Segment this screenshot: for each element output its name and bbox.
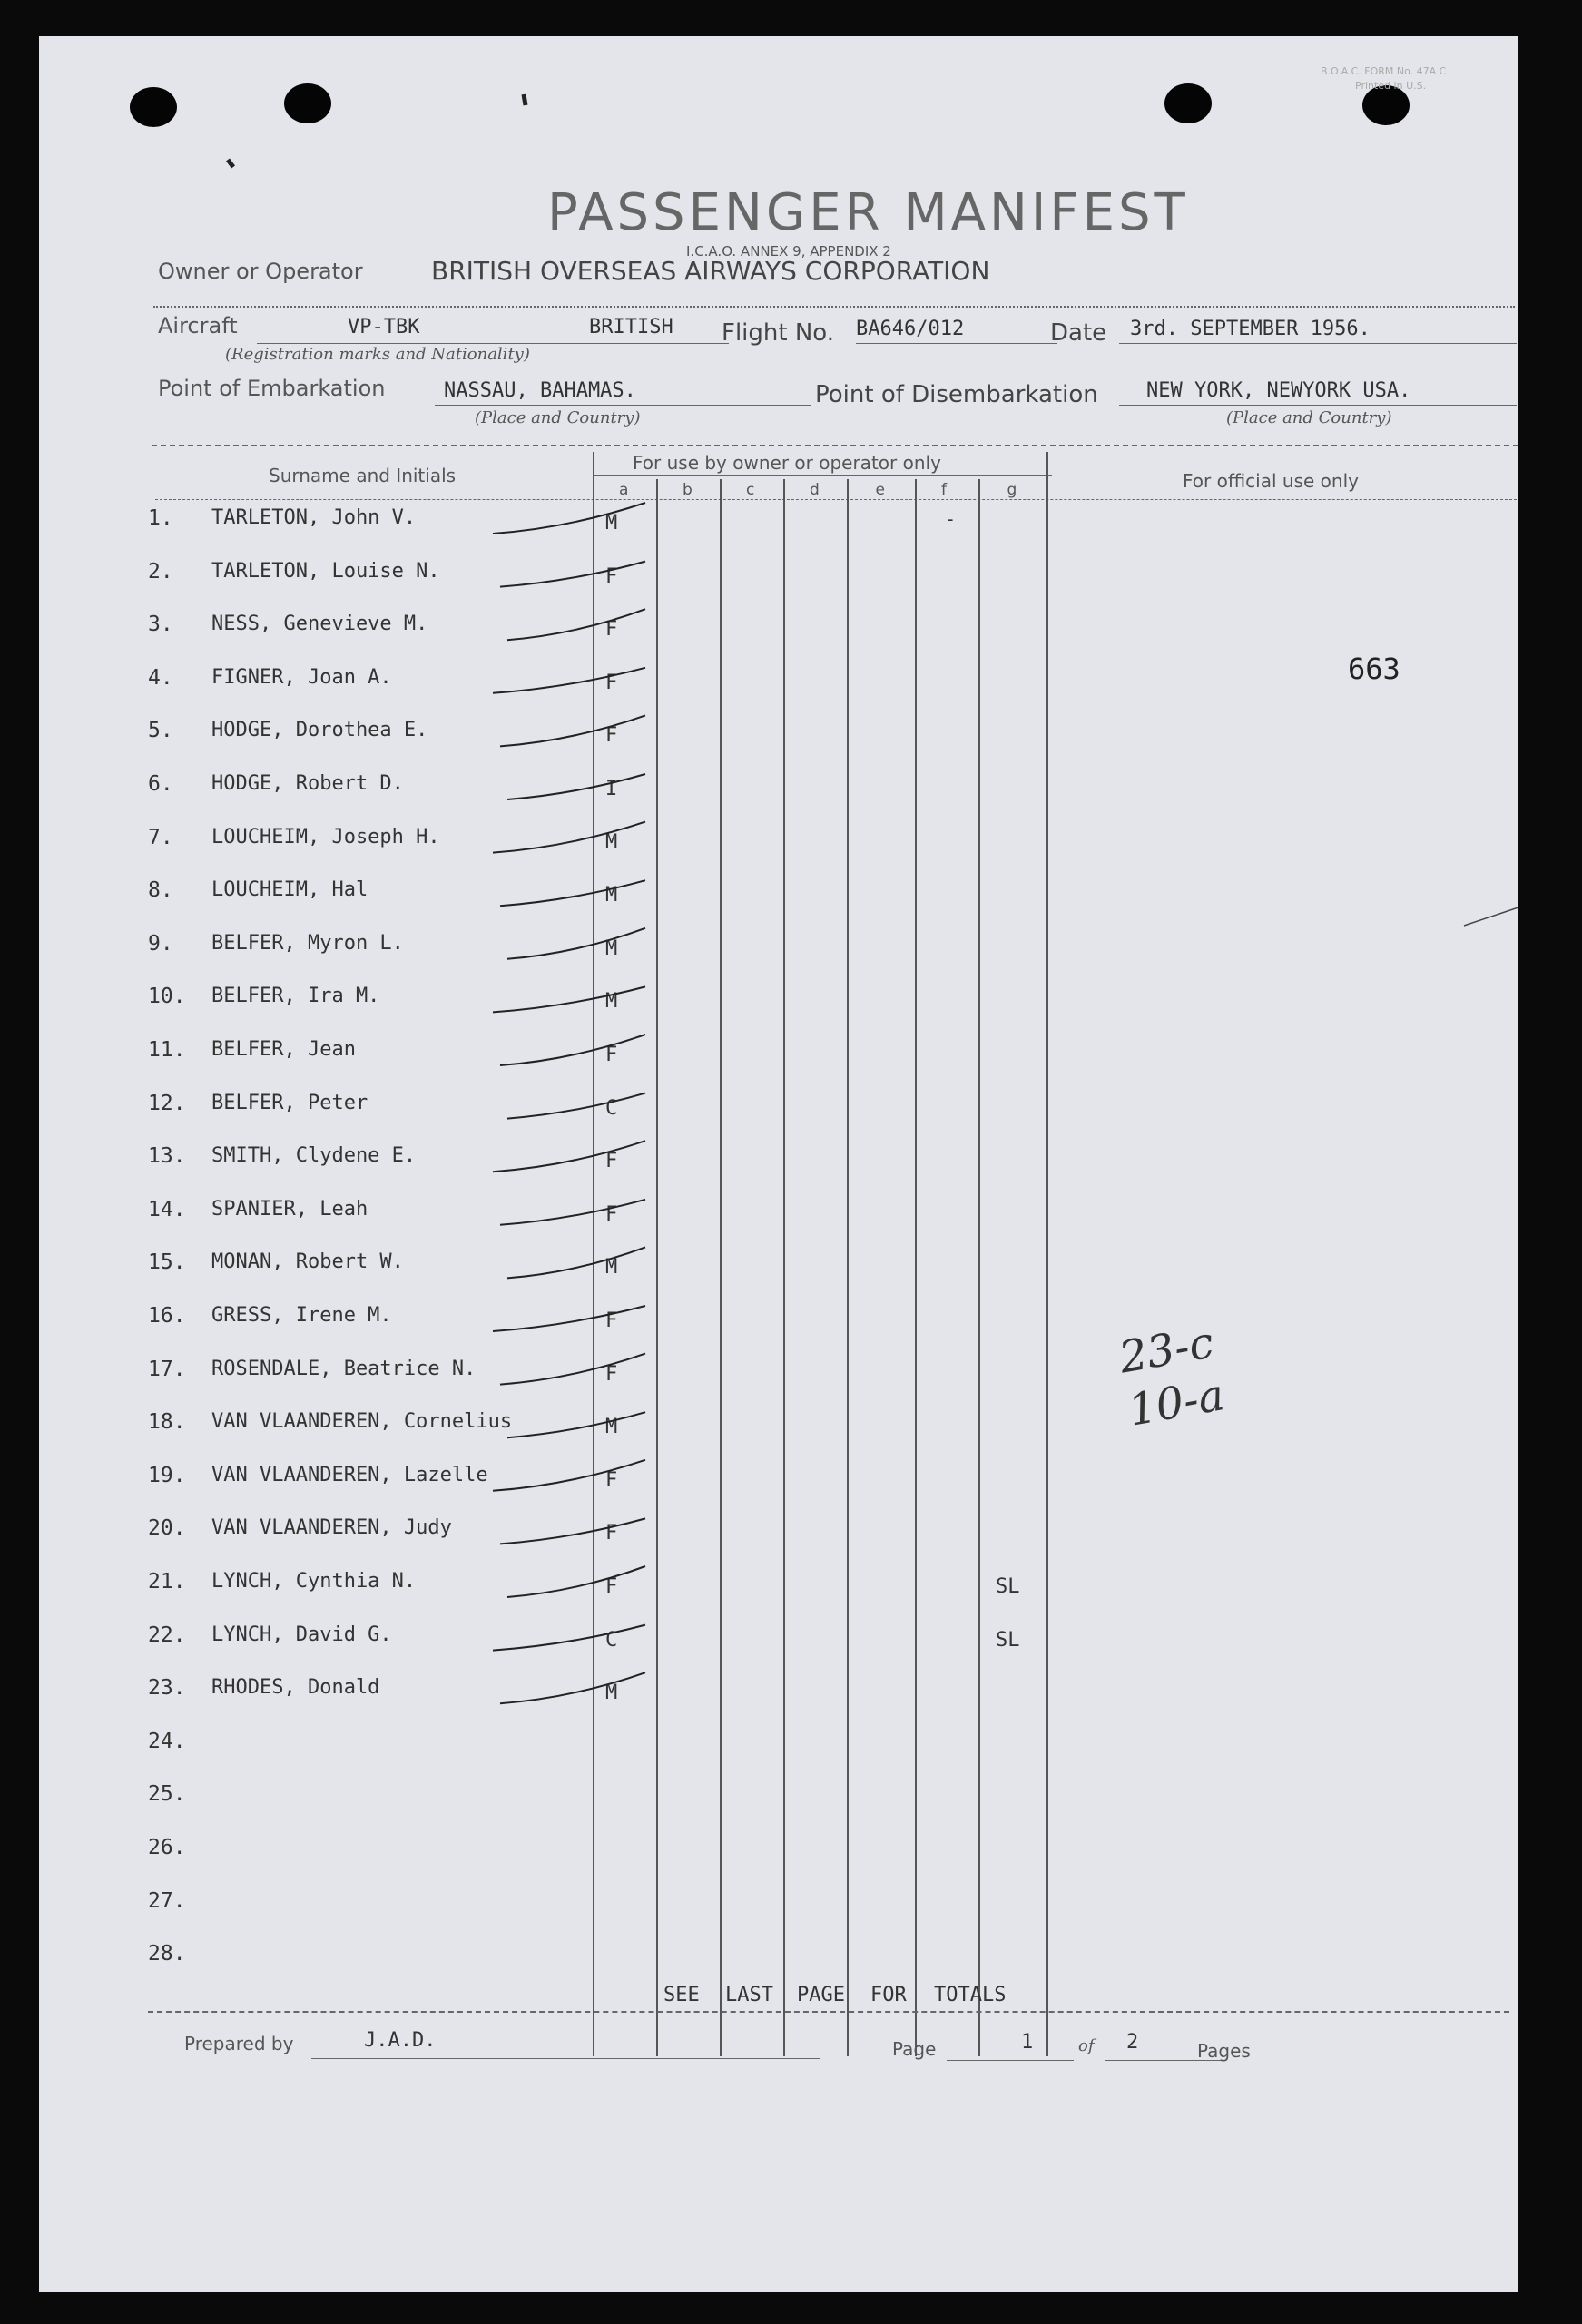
- category-code: F: [605, 671, 618, 694]
- passenger-name: LOUCHEIM, Hal: [211, 878, 368, 902]
- table-row: [39, 1304, 1491, 1331]
- row-number: 2.: [148, 559, 173, 583]
- table-row: [39, 560, 1491, 587]
- punch-hole-2: [284, 83, 331, 123]
- totals-last: LAST: [725, 1984, 773, 2006]
- passenger-name: BELFER, Peter: [211, 1091, 368, 1114]
- table-row: [39, 1836, 1491, 1863]
- passenger-name: NESS, Genevieve M.: [211, 613, 428, 636]
- table-row: [39, 826, 1491, 853]
- category-code: F: [605, 618, 618, 642]
- table-row: [39, 613, 1491, 640]
- row-number: 13.: [148, 1144, 186, 1169]
- page-title: PASSENGER MANIFEST: [547, 183, 1189, 242]
- passenger-name: FIGNER, Joan A.: [211, 665, 392, 689]
- totals-totals: TOTALS: [934, 1984, 1007, 2006]
- aircraft-line: [257, 343, 729, 344]
- passenger-name: HODGE, Robert D.: [211, 772, 404, 795]
- table-row: [39, 1570, 1491, 1597]
- manifest-sheet: [39, 36, 1518, 2292]
- category-code: M: [605, 1416, 618, 1439]
- row-number: 10.: [148, 985, 186, 1009]
- row-number: 5.: [148, 719, 173, 743]
- row-number: 23.: [148, 1676, 186, 1701]
- category-code: F: [605, 724, 618, 748]
- date-line: [1119, 343, 1517, 344]
- table-row: [39, 1410, 1491, 1437]
- g-code: SL: [996, 1628, 1020, 1652]
- passenger-name: HODGE, Dorothea E.: [211, 719, 428, 742]
- disembarkation-value: NEW YORK, NEWYORK USA.: [1146, 379, 1411, 402]
- table-row: [39, 878, 1491, 906]
- prepared-label: Prepared by: [184, 2033, 294, 2054]
- row-number: 4.: [148, 665, 173, 690]
- row-number: 14.: [148, 1197, 186, 1221]
- category-code: F: [605, 564, 618, 588]
- category-code: M: [605, 1256, 618, 1280]
- row-number: 7.: [148, 825, 173, 849]
- row-number: 3.: [148, 613, 173, 637]
- row-number: 27.: [148, 1888, 186, 1913]
- passenger-name: LYNCH, Cynthia N.: [211, 1570, 417, 1593]
- date-value: 3rd. SEPTEMBER 1956.: [1130, 318, 1371, 340]
- of-label: of: [1078, 2036, 1095, 2055]
- category-code: I: [605, 778, 618, 800]
- table-row: [39, 1250, 1491, 1278]
- row-number: 26.: [148, 1836, 186, 1859]
- subcol-header-b: b: [683, 481, 693, 499]
- passenger-name: VAN VLAANDEREN, Lazelle: [211, 1463, 488, 1486]
- table-row: [39, 666, 1491, 693]
- category-code: M: [605, 884, 618, 907]
- passenger-name: LYNCH, David G.: [211, 1623, 392, 1646]
- passenger-name: SPANIER, Leah: [211, 1197, 368, 1221]
- official-stamp-number: 663: [1348, 652, 1400, 686]
- aircraft-label: Aircraft: [158, 313, 238, 338]
- category-code: F: [605, 1522, 618, 1545]
- page-subtitle: I.C.A.O. ANNEX 9, APPENDIX 2: [686, 243, 891, 260]
- pages-label: Pages: [1197, 2040, 1251, 2062]
- passenger-name: RHODES, Donald: [211, 1676, 380, 1700]
- category-code: M: [605, 990, 618, 1014]
- category-code: F: [605, 1362, 618, 1386]
- table-row: [39, 1358, 1491, 1385]
- disembarkation-caption: (Place and Country): [1226, 408, 1392, 427]
- row-number: 25.: [148, 1782, 186, 1807]
- operator-value: BRITISH OVERSEAS AIRWAYS CORPORATION: [431, 256, 990, 286]
- form-ref-line1: B.O.A.C. FORM No. 47A C: [1321, 65, 1447, 77]
- group-underline: [594, 475, 1052, 476]
- passenger-name: TARLETON, Louise N.: [211, 559, 440, 583]
- category-code: M: [605, 936, 618, 960]
- embarkation-label: Point of Embarkation: [158, 376, 386, 401]
- category-code: F: [605, 1309, 618, 1332]
- category-code: C: [605, 1096, 618, 1120]
- table-row: [39, 985, 1491, 1012]
- row-number: 16.: [148, 1304, 186, 1328]
- row1-f-mark: -: [945, 508, 957, 530]
- passenger-name: SMITH, Clydene E.: [211, 1144, 417, 1168]
- embarkation-caption: (Place and Country): [475, 408, 641, 427]
- table-row: [39, 506, 1491, 534]
- table-row: [39, 1942, 1491, 1969]
- passenger-name: BELFER, Ira M.: [211, 985, 380, 1008]
- flight-value: BA646/012: [856, 318, 965, 340]
- row-number: 11.: [148, 1038, 186, 1062]
- table-row: [39, 719, 1491, 746]
- category-code: M: [605, 1682, 618, 1705]
- page-number: 1: [1021, 2031, 1034, 2054]
- subcol-header-e: e: [875, 481, 885, 499]
- page-label: Page: [892, 2038, 937, 2060]
- col-official-header: For official use only: [1183, 470, 1359, 492]
- category-code: M: [605, 512, 618, 534]
- row-number: 1.: [148, 506, 173, 530]
- row-number: 17.: [148, 1357, 186, 1381]
- flight-label: Flight No.: [722, 319, 835, 347]
- punch-hole-3: [1164, 83, 1212, 123]
- row-number: 15.: [148, 1250, 186, 1275]
- date-label: Date: [1050, 319, 1107, 347]
- totals-see: SEE: [663, 1984, 700, 2006]
- passenger-name: TARLETON, John V.: [211, 506, 417, 529]
- passenger-name: LOUCHEIM, Joseph H.: [211, 825, 440, 848]
- flight-line: [856, 343, 1057, 344]
- col-group-header: For use by owner or operator only: [633, 452, 941, 474]
- category-code: C: [605, 1628, 618, 1652]
- row-number: 9.: [148, 931, 173, 956]
- table-row: [39, 1516, 1491, 1544]
- totals-page: PAGE: [797, 1984, 845, 2006]
- operator-label: Owner or Operator: [158, 259, 363, 284]
- page-total: 2: [1126, 2031, 1139, 2054]
- prepared-value: J.A.D.: [364, 2029, 437, 2052]
- table-top-rule: [152, 445, 1518, 446]
- row-number: 24.: [148, 1729, 186, 1753]
- col-name-header: Surname and Initials: [269, 465, 457, 486]
- table-row: [39, 1676, 1491, 1703]
- table-row: [39, 1038, 1491, 1065]
- aircraft-caption: (Registration marks and Nationality): [225, 345, 530, 364]
- subcol-header-c: c: [746, 481, 755, 499]
- table-row: [39, 1782, 1491, 1809]
- disembarkation-label: Point of Disembarkation: [815, 381, 1098, 408]
- category-code: M: [605, 830, 618, 854]
- category-code: F: [605, 1202, 618, 1226]
- passenger-name: ROSENDALE, Beatrice N.: [211, 1357, 477, 1380]
- row-number: 20.: [148, 1516, 186, 1541]
- table-row: [39, 1889, 1491, 1917]
- aircraft-value: VP-TBK: [348, 316, 420, 338]
- table-row: [39, 1198, 1491, 1225]
- embarkation-value: NASSAU, BAHAMAS.: [444, 379, 636, 402]
- row-number: 18.: [148, 1410, 186, 1435]
- row-number: 22.: [148, 1623, 186, 1647]
- category-code: F: [605, 1468, 618, 1492]
- form-ref-line2: Printed in U.S.: [1355, 80, 1427, 92]
- passenger-name: GRESS, Irene M.: [211, 1304, 392, 1327]
- disembarkation-line: [1119, 405, 1517, 406]
- passenger-name: VAN VLAANDEREN, Judy: [211, 1516, 452, 1540]
- subcol-header-g: g: [1007, 481, 1017, 499]
- aircraft-nationality: BRITISH: [589, 316, 673, 338]
- rule-top: [153, 306, 1515, 308]
- subcol-header-f: f: [941, 481, 947, 499]
- table-bottom-rule: [148, 2011, 1509, 2013]
- row-number: 28.: [148, 1942, 186, 1966]
- passenger-name: BELFER, Myron L.: [211, 931, 404, 955]
- totals-for: FOR: [870, 1984, 907, 2006]
- table-row: [39, 1730, 1491, 1757]
- row-number: 21.: [148, 1570, 186, 1593]
- category-code: F: [605, 1150, 618, 1173]
- table-row: [39, 772, 1491, 799]
- handwritten-note-2: 10-a: [1124, 1369, 1228, 1437]
- category-code: F: [605, 1044, 618, 1066]
- punch-hole-1: [130, 87, 177, 127]
- g-code: SL: [996, 1575, 1020, 1598]
- table-row: [39, 1464, 1491, 1491]
- header-bottom-rule: [155, 499, 1517, 500]
- passenger-name: BELFER, Jean: [211, 1038, 356, 1061]
- row-number: 6.: [148, 772, 173, 796]
- table-row: [39, 1623, 1491, 1651]
- table-row: [39, 1092, 1491, 1119]
- category-code: F: [605, 1575, 618, 1598]
- embarkation-line: [435, 405, 811, 406]
- page-number-line: [947, 2060, 1074, 2061]
- subcol-header-d: d: [810, 481, 820, 499]
- prepared-line: [311, 2058, 820, 2059]
- passenger-name: MONAN, Robert W.: [211, 1250, 404, 1274]
- row-number: 19.: [148, 1463, 186, 1487]
- table-row: [39, 1144, 1491, 1172]
- handwritten-note-1: 23-c: [1115, 1317, 1218, 1384]
- row-number: 12.: [148, 1091, 186, 1115]
- table-row: [39, 932, 1491, 959]
- row-number: 8.: [148, 878, 173, 903]
- passenger-name: VAN VLAANDEREN, Cornelius: [211, 1410, 513, 1434]
- subcol-header-a: a: [619, 481, 629, 499]
